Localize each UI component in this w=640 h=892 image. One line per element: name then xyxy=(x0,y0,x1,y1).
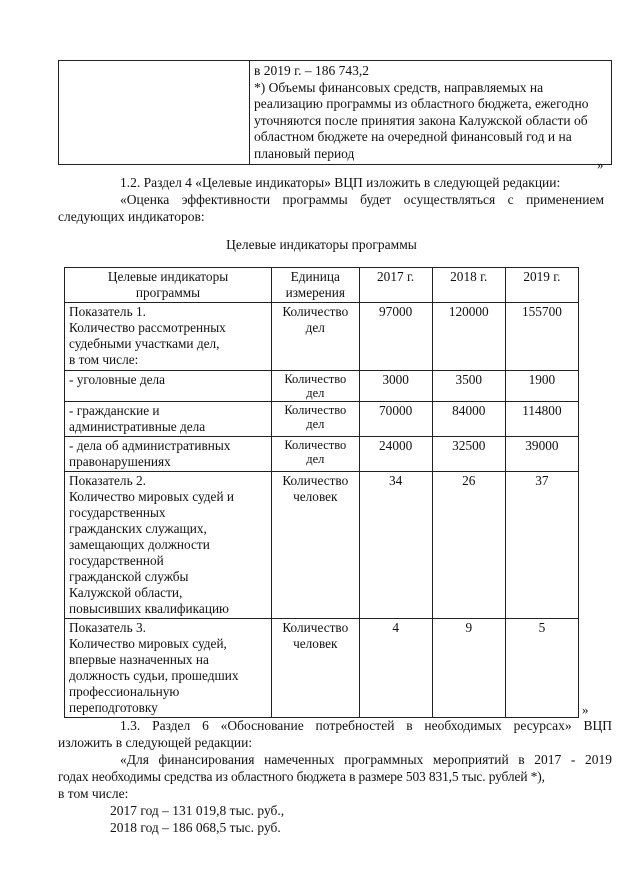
unit-cell: Количество человек xyxy=(272,619,360,718)
value-2019-cell: 155700 xyxy=(505,303,578,371)
value-2017-cell: 24000 xyxy=(359,437,432,472)
value-2018-cell: 32500 xyxy=(432,437,505,472)
value-2017-cell: 70000 xyxy=(359,402,432,437)
budget-item-2018: 2018 год – 186 068,5 тыс. руб. xyxy=(110,820,281,835)
table-row xyxy=(59,61,612,165)
unit-cell: Количество дел xyxy=(272,303,360,371)
table-row xyxy=(65,437,579,472)
section-1-3-paragraph-line: «Для финансирования намеченных программных мероприятий в 2017 - 2019 xyxy=(120,752,612,767)
value-2017-cell: 34 xyxy=(359,472,432,619)
table-row xyxy=(65,371,579,402)
section-1-2-heading: 1.2. Раздел 4 «Целевые индикаторы» ВЦП изложить в следующей редакции: xyxy=(120,175,561,190)
table-row xyxy=(65,619,579,718)
section-1-3-heading-line: 1.3. Раздел 6 «Обоснование потребностей в необходимых ресурсах» ВЦП xyxy=(120,718,612,733)
column-header-2018: 2018 г. xyxy=(432,268,505,303)
value-2017-cell: 3000 xyxy=(359,371,432,402)
column-header-2019: 2019 г. xyxy=(505,268,578,303)
empty-cell xyxy=(59,61,250,165)
unit-cell: Количество дел xyxy=(272,371,360,402)
value-2017-cell: 4 xyxy=(359,619,432,718)
note-line: плановый период xyxy=(254,145,355,161)
value-2019-cell: 1900 xyxy=(505,371,578,402)
note-line: областном бюджете на очередной финансовый год и на xyxy=(254,129,572,144)
section-1-2-paragraph-line: следующих индикаторов: xyxy=(58,209,205,224)
value-2018-cell: 3500 xyxy=(432,371,505,402)
unit-cell: Количество человек xyxy=(272,472,360,619)
indicator-name-cell: - дела об административных правонарушениях xyxy=(65,437,272,472)
closing-quote: » xyxy=(597,157,604,172)
note-line: *) Объемы финансовых средств, направляемых на xyxy=(254,79,544,95)
note-line: в 2019 г. – 186 743,2 xyxy=(254,63,370,78)
value-2018-cell: 26 xyxy=(432,472,505,619)
column-header-2017: 2017 г. xyxy=(359,268,432,303)
value-2018-cell: 9 xyxy=(432,619,505,718)
closing-quote: » xyxy=(582,702,589,717)
unit-cell: Количество дел xyxy=(272,402,360,437)
budget-note-cell xyxy=(250,61,612,165)
target-indicators-table xyxy=(64,267,579,718)
table-row xyxy=(65,303,579,371)
indicator-name-cell: - уголовные дела xyxy=(65,371,272,402)
section-1-3-paragraph-line: в том числе: xyxy=(58,786,129,801)
section-1-3-heading-line: изложить в следующей редакции: xyxy=(58,735,253,750)
indicator-name-cell: Показатель 1. Количество рассмотренных судебными участками дел, в том числе: xyxy=(65,303,272,371)
note-line: реализацию программы из областного бюджета, ежегодно xyxy=(254,96,589,111)
value-2019-cell: 114800 xyxy=(505,402,578,437)
value-2018-cell: 84000 xyxy=(432,402,505,437)
value-2019-cell: 37 xyxy=(505,472,578,619)
indicator-name-cell: Показатель 2. Количество мировых судей и государственных гражданских служащих, замещающих должности государственной гражданской службы Калужской области, повысивших квалификацию xyxy=(65,472,272,619)
column-header-indicator: Целевые индикаторы программы xyxy=(65,268,272,303)
table-row xyxy=(65,402,579,437)
budget-item-2017: 2017 год – 131 019,8 тыс. руб., xyxy=(110,803,285,818)
table-header-row xyxy=(65,268,579,303)
value-2017-cell: 97000 xyxy=(359,303,432,371)
section-1-2-paragraph-line: «Оценка эффективности программы будет осуществляться с применением xyxy=(120,192,604,207)
section-1-3-paragraph-line: годах необходимы средства из областного бюджета в размере 503 831,5 тыс. рублей *), xyxy=(58,769,545,784)
indicator-name-cell: - гражданские и административные дела xyxy=(65,402,272,437)
column-header-unit: Единица измерения xyxy=(272,268,360,303)
indicator-name-cell: Показатель 3. Количество мировых судей, впервые назначенных на должность судьи, прошедших профессиональную переподготовку xyxy=(65,619,272,718)
note-line: уточняются после принятия закона Калужской области об xyxy=(254,112,588,128)
value-2019-cell: 5 xyxy=(505,619,578,718)
value-2018-cell: 120000 xyxy=(432,303,505,371)
value-2019-cell: 39000 xyxy=(505,437,578,472)
budget-continuation-table xyxy=(58,60,612,165)
table-title: Целевые индикаторы программы xyxy=(226,237,417,252)
unit-cell: Количество дел xyxy=(272,437,360,472)
table-row xyxy=(65,472,579,619)
